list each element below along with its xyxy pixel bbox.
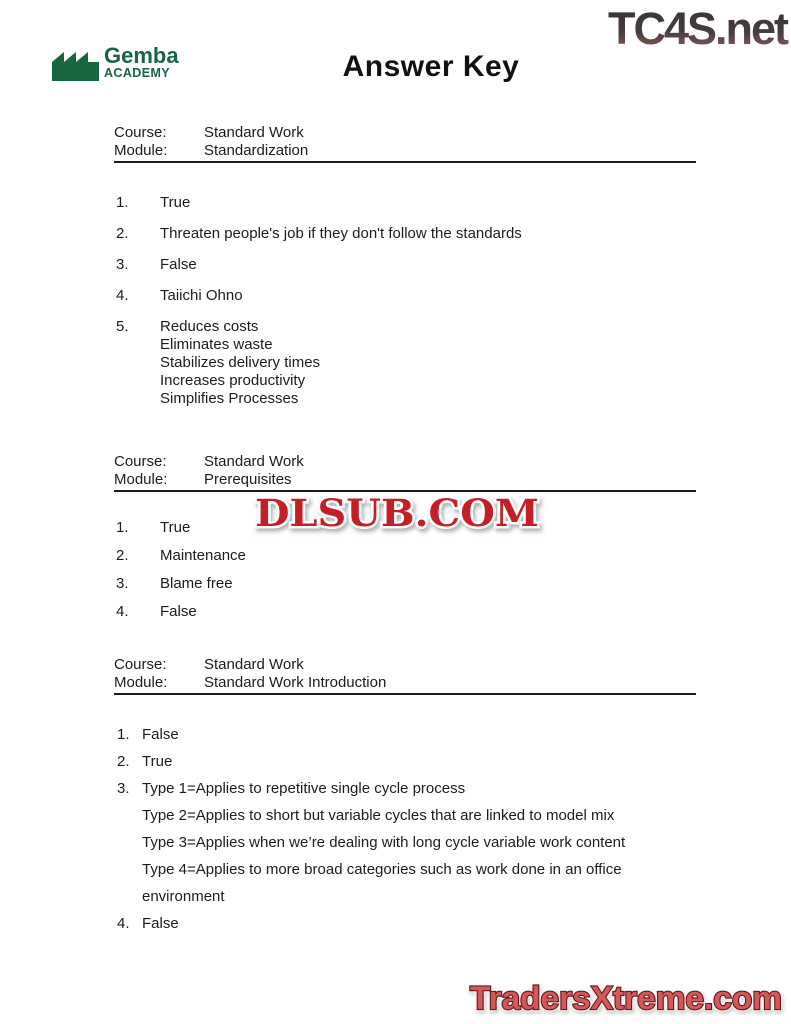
answer-line: Increases productivity [160,372,306,389]
answer-number: 1. [116,194,129,211]
answer-line: Threaten people's job if they don't follow the standards [160,225,522,242]
logo-text [104,45,179,80]
answer-number: 2. [117,753,130,770]
answer-text [142,775,696,910]
answer-item [114,748,696,775]
answer-line: True [160,194,191,211]
answer-number: 2. [116,225,129,242]
gemba-academy-logo [52,45,179,81]
module-row [114,142,696,160]
course-section-2 [114,453,696,631]
answer-text [160,547,696,565]
answer-text [142,721,696,748]
answer-item [114,225,696,243]
answer-number: 4. [116,287,129,304]
answer-number: 4. [116,603,129,620]
answer-number: 2. [116,547,129,564]
answer-list [114,721,696,937]
answer-line: False [160,603,197,620]
section-header [114,656,696,695]
answer-line: False [142,915,179,932]
answer-text [160,194,696,212]
answer-item [114,194,696,212]
answer-text [160,287,696,305]
answer-item [114,603,696,621]
course-section-1 [114,124,696,421]
module-label: Module: [114,674,168,691]
answer-line: Type 3=Applies when we’re dealing with long cycle variable work content [142,834,626,851]
answer-line: False [160,256,197,273]
course-row [114,124,696,142]
course-value: Standard Work [204,656,304,673]
answer-item [114,775,696,910]
answer-item [114,575,696,593]
answer-number: 1. [117,726,130,743]
answer-item [114,318,696,408]
answer-number: 3. [117,780,130,797]
answer-line: Type 1=Applies to repetitive single cycle process [142,780,466,797]
answer-text [160,318,696,408]
answer-text [142,910,696,937]
course-label: Course: [114,124,167,141]
watermark-tc4s-text: TC4S.net [607,3,787,54]
watermark-traders [464,975,789,1023]
answer-line: Maintenance [160,547,246,564]
course-value: Standard Work [204,124,304,141]
answer-line: environment [142,888,225,905]
answer-number: 5. [116,318,129,335]
answer-text [160,603,696,621]
answer-text [160,575,696,593]
answer-line: Reduces costs [160,318,259,335]
answer-item [114,287,696,305]
answer-line: Type 2=Applies to short but variable cycles that are linked to model mix [142,807,615,824]
answer-number: 3. [116,575,129,592]
answer-list [114,194,696,408]
answer-line: Taiichi Ohno [160,287,243,304]
factory-icon [52,48,99,81]
course-section-3 [114,656,696,937]
logo-brand: Gemba [104,43,179,68]
answer-line: True [142,753,173,770]
watermark-tc4s [586,1,791,57]
answer-text [160,256,696,274]
answer-line: False [142,726,179,743]
answer-line: Blame free [160,575,233,592]
module-value: Prerequisites [204,471,292,488]
module-label: Module: [114,471,168,488]
module-value: Standardization [204,142,309,159]
answer-item [114,547,696,565]
course-label: Course: [114,656,167,673]
course-row [114,453,696,471]
course-value: Standard Work [204,453,304,470]
module-row [114,471,696,489]
logo-subtitle: ACADEMY [104,66,170,80]
section-header [114,453,696,492]
course-label: Course: [114,453,167,470]
answer-line: Stabilizes delivery times [160,354,321,371]
section-header [114,124,696,163]
watermark-dlsub [247,488,547,538]
answer-number: 4. [117,915,130,932]
answer-line: Eliminates waste [160,336,273,353]
answer-line: Simplifies Processes [160,390,299,407]
module-label: Module: [114,142,168,159]
watermark-dlsub-text: DLSUB.COM [255,491,539,535]
answer-item [114,256,696,274]
course-row [114,656,696,674]
answer-text [142,748,696,775]
watermark-traders-text: TradersXtreme.com [470,980,782,1016]
module-value: Standard Work Introduction [204,674,387,691]
answer-item [114,721,696,748]
answer-text [160,225,696,243]
module-row [114,674,696,692]
answer-item [114,910,696,937]
answer-line: True [160,519,191,536]
answer-number: 3. [116,256,129,273]
answer-line: Type 4=Applies to more broad categories such as work done in an office [142,861,622,878]
answer-number: 1. [116,519,129,536]
page-title: Answer Key [342,50,520,83]
